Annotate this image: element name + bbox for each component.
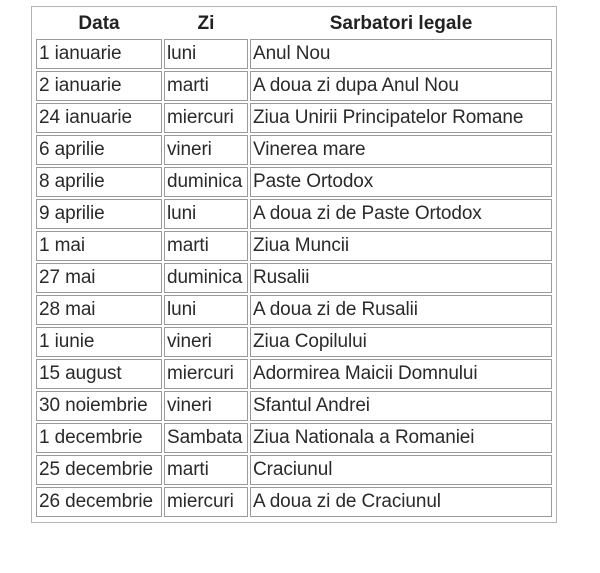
cell-holiday: Ziua Unirii Principatelor Romane [250,103,552,133]
cell-date: 1 mai [36,231,162,261]
cell-holiday: Sfantul Andrei [250,391,552,421]
cell-date: 28 mai [36,295,162,325]
table-row [36,455,552,485]
table-row [36,263,552,293]
cell-day: marti [164,71,248,101]
cell-holiday: Vinerea mare [250,135,552,165]
cell-day: luni [164,295,248,325]
cell-date: 26 decembrie [36,487,162,517]
cell-day: miercuri [164,103,248,133]
table-row [36,39,552,69]
cell-holiday: Craciunul [250,455,552,485]
table-row [36,391,552,421]
cell-holiday: Paste Ortodox [250,167,552,197]
table-row [36,423,552,453]
header-row [36,11,552,37]
cell-date: 1 decembrie [36,423,162,453]
cell-date: 8 aprilie [36,167,162,197]
table-row [36,103,552,133]
table-row [36,295,552,325]
cell-day: duminica [164,263,248,293]
cell-holiday: A doua zi dupa Anul Nou [250,71,552,101]
cell-date: 15 august [36,359,162,389]
cell-date: 1 ianuarie [36,39,162,69]
table-row [36,71,552,101]
cell-date: 25 decembrie [36,455,162,485]
table-row [36,199,552,229]
table-row [36,135,552,165]
cell-holiday: Ziua Nationala a Romaniei [250,423,552,453]
cell-day: marti [164,455,248,485]
cell-holiday: Ziua Copilului [250,327,552,357]
cell-day: luni [164,199,248,229]
cell-holiday: Adormirea Maicii Domnului [250,359,552,389]
table-row [36,327,552,357]
cell-day: luni [164,39,248,69]
cell-day: vineri [164,391,248,421]
cell-date: 30 noiembrie [36,391,162,421]
cell-date: 6 aprilie [36,135,162,165]
cell-day: miercuri [164,487,248,517]
header-day: Zi [197,13,215,34]
table-row [36,167,552,197]
cell-holiday: Anul Nou [250,39,552,69]
cell-holiday: Ziua Muncii [250,231,552,261]
cell-date: 27 mai [36,263,162,293]
cell-date: 24 ianuarie [36,103,162,133]
cell-day: Sambata [164,423,248,453]
header-date: Data [78,13,120,34]
holidays-table [34,9,554,519]
cell-date: 1 iunie [36,327,162,357]
cell-day: vineri [164,327,248,357]
table-row [36,231,552,261]
header-holiday: Sarbatori legale [329,13,473,34]
cell-day: duminica [164,167,248,197]
cell-holiday: A doua zi de Craciunul [250,487,552,517]
cell-date: 2 ianuarie [36,71,162,101]
cell-day: marti [164,231,248,261]
cell-day: vineri [164,135,248,165]
cell-date: 9 aprilie [36,199,162,229]
holidays-table-container [31,6,557,523]
table-row [36,359,552,389]
cell-holiday: A doua zi de Paste Ortodox [250,199,552,229]
cell-holiday: Rusalii [250,263,552,293]
cell-day: miercuri [164,359,248,389]
table-row [36,487,552,517]
cell-holiday: A doua zi de Rusalii [250,295,552,325]
